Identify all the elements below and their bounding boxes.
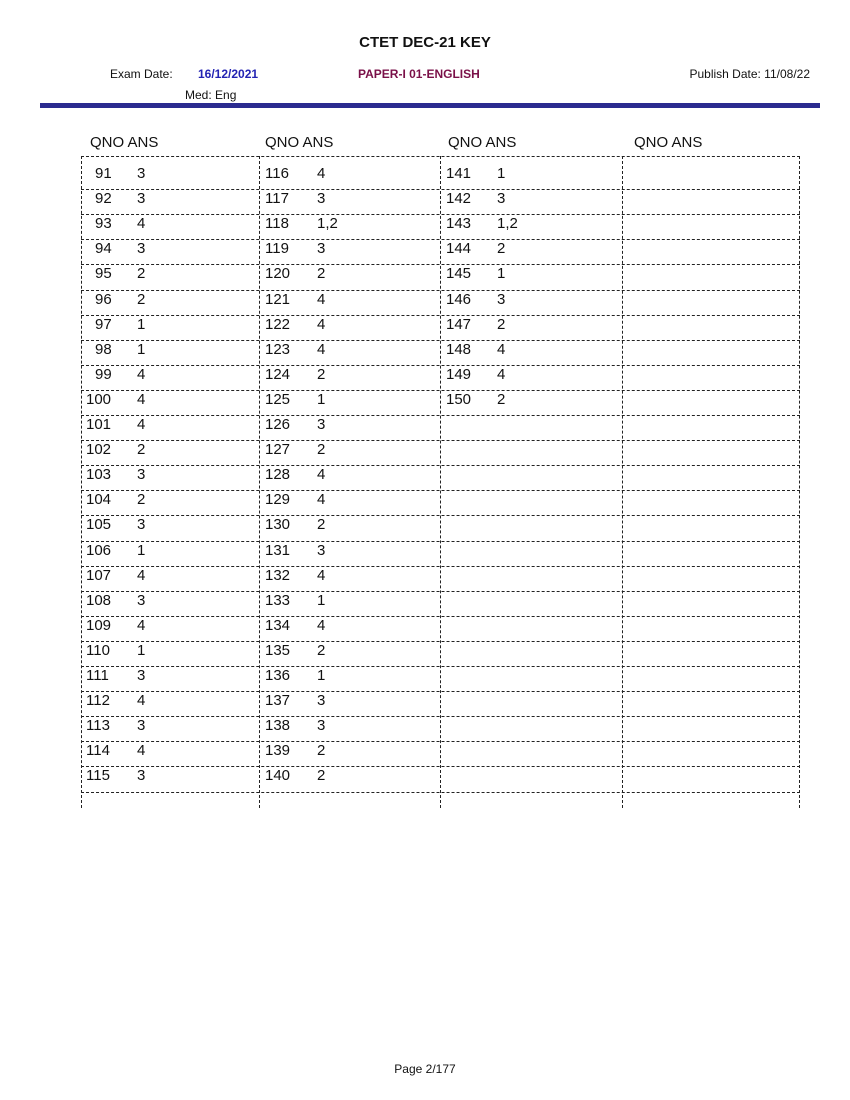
question-number: 105 xyxy=(86,516,112,534)
question-number: 121 xyxy=(265,290,291,308)
answer: 1 xyxy=(317,591,326,609)
question-number: 126 xyxy=(265,416,291,433)
answer: 4 xyxy=(137,365,146,383)
grid-horizontal-line xyxy=(81,239,800,240)
question-number: 139 xyxy=(265,742,291,760)
grid-horizontal-line xyxy=(81,315,800,316)
grid-vertical-line xyxy=(799,156,800,808)
answer: 3 xyxy=(137,667,146,684)
answer: 4 xyxy=(137,742,146,760)
question-number: 109 xyxy=(86,616,112,634)
grid-horizontal-line xyxy=(81,415,800,416)
question-number: 115 xyxy=(86,767,110,785)
answer: 4 xyxy=(137,390,146,408)
column-header-2: QNO ANS xyxy=(265,134,334,151)
grid-vertical-line xyxy=(81,156,82,808)
answer: 3 xyxy=(137,466,146,484)
answer: 1 xyxy=(497,165,506,182)
grid-horizontal-line xyxy=(81,340,800,341)
grid-horizontal-line xyxy=(81,290,800,291)
answer: 3 xyxy=(137,767,146,785)
answer: 1,2 xyxy=(497,215,518,233)
question-number: 144 xyxy=(446,240,472,258)
question-number: 107 xyxy=(86,566,112,584)
grid-horizontal-line xyxy=(81,591,800,592)
answer: 2 xyxy=(497,390,506,408)
answer: 2 xyxy=(497,240,506,258)
answer: 4 xyxy=(317,165,326,182)
answer: 3 xyxy=(137,591,146,609)
question-number: 148 xyxy=(446,340,472,358)
question-number: 122 xyxy=(265,315,291,333)
answer: 4 xyxy=(137,692,146,710)
question-number: 150 xyxy=(446,390,472,408)
page-number: Page 2/177 xyxy=(394,1062,456,1076)
exam-date-label: Exam Date: xyxy=(110,67,173,81)
question-number: 97 xyxy=(95,315,112,333)
header-rule xyxy=(40,103,820,108)
page-title: CTET DEC-21 KEY xyxy=(359,34,491,51)
answer: 4 xyxy=(137,215,146,233)
grid-horizontal-line xyxy=(81,792,800,793)
grid-horizontal-line xyxy=(81,390,800,391)
question-number: 143 xyxy=(446,215,472,233)
answer: 3 xyxy=(317,416,326,433)
answer: 2 xyxy=(317,365,326,383)
question-number: 112 xyxy=(86,692,110,710)
grid-horizontal-line xyxy=(81,465,800,466)
grid-vertical-line xyxy=(622,156,623,808)
answer: 4 xyxy=(317,491,326,509)
answer: 1 xyxy=(137,340,146,358)
grid-horizontal-line xyxy=(81,541,800,542)
question-number: 116 xyxy=(265,165,289,182)
question-number: 140 xyxy=(265,767,291,785)
grid-horizontal-line xyxy=(81,666,800,667)
question-number: 111 xyxy=(86,667,109,684)
exam-date: 16/12/2021 xyxy=(198,67,259,81)
answer: 2 xyxy=(497,315,506,333)
grid-horizontal-line xyxy=(81,490,800,491)
question-number: 106 xyxy=(86,541,112,559)
answer: 1 xyxy=(317,390,326,408)
answer: 2 xyxy=(137,441,146,459)
answer: 3 xyxy=(497,190,506,208)
question-number: 124 xyxy=(265,365,291,383)
answer: 3 xyxy=(317,190,326,208)
answer: 3 xyxy=(317,692,326,710)
answer: 2 xyxy=(317,265,326,283)
question-number: 110 xyxy=(86,641,110,659)
question-number: 146 xyxy=(446,290,472,308)
answer: 3 xyxy=(317,541,326,559)
answer: 3 xyxy=(137,516,146,534)
question-number: 129 xyxy=(265,491,291,509)
paper-title: PAPER-I 01-ENGLISH xyxy=(358,67,480,81)
answer: 4 xyxy=(317,340,326,358)
question-number: 130 xyxy=(265,516,291,534)
question-number: 108 xyxy=(86,591,112,609)
grid-horizontal-line xyxy=(81,440,800,441)
answer: 1,2 xyxy=(317,215,338,233)
question-number: 145 xyxy=(446,265,472,283)
question-number: 128 xyxy=(265,466,291,484)
grid-horizontal-line xyxy=(81,515,800,516)
answer: 2 xyxy=(137,491,146,509)
question-number: 123 xyxy=(265,340,291,358)
question-number: 118 xyxy=(265,215,289,233)
answer-key-table xyxy=(81,156,800,808)
answer: 4 xyxy=(137,416,146,433)
publish-date: Publish Date: 11/08/22 xyxy=(689,67,810,81)
grid-horizontal-line xyxy=(81,156,800,157)
grid-horizontal-line xyxy=(81,716,800,717)
answer: 4 xyxy=(317,315,326,333)
question-number: 134 xyxy=(265,616,291,634)
question-number: 94 xyxy=(95,240,112,258)
grid-horizontal-line xyxy=(81,189,800,190)
answer: 2 xyxy=(137,290,146,308)
question-number: 136 xyxy=(265,667,291,684)
question-number: 101 xyxy=(86,416,112,433)
answer: 3 xyxy=(317,240,326,258)
question-number: 96 xyxy=(95,290,112,308)
answer: 1 xyxy=(137,641,146,659)
question-number: 149 xyxy=(446,365,472,383)
answer: 1 xyxy=(317,667,326,684)
grid-horizontal-line xyxy=(81,365,800,366)
question-number: 93 xyxy=(95,215,112,233)
answer: 3 xyxy=(137,190,146,208)
question-number: 131 xyxy=(265,541,291,559)
column-header-4: QNO ANS xyxy=(634,134,703,151)
answer: 4 xyxy=(317,566,326,584)
answer: 1 xyxy=(497,265,506,283)
question-number: 137 xyxy=(265,692,291,710)
question-number: 104 xyxy=(86,491,112,509)
answer: 4 xyxy=(137,616,146,634)
question-number: 114 xyxy=(86,742,110,760)
answer: 2 xyxy=(137,265,146,283)
question-number: 103 xyxy=(86,466,112,484)
question-number: 95 xyxy=(95,265,112,283)
column-header-3: QNO ANS xyxy=(448,134,517,151)
question-number: 147 xyxy=(446,315,472,333)
question-number: 91 xyxy=(95,165,112,182)
answer: 2 xyxy=(317,441,326,459)
medium: Med: Eng xyxy=(185,88,237,102)
answer: 4 xyxy=(317,616,326,634)
grid-horizontal-line xyxy=(81,566,800,567)
answer: 4 xyxy=(137,566,146,584)
answer: 4 xyxy=(497,340,506,358)
answer: 4 xyxy=(317,466,326,484)
question-number: 133 xyxy=(265,591,291,609)
question-number: 120 xyxy=(265,265,291,283)
question-number: 92 xyxy=(95,190,112,208)
question-number: 127 xyxy=(265,441,291,459)
question-number: 102 xyxy=(86,441,112,459)
grid-horizontal-line xyxy=(81,741,800,742)
question-number: 98 xyxy=(95,340,112,358)
answer: 2 xyxy=(317,767,326,785)
answer: 3 xyxy=(137,240,146,258)
question-number: 100 xyxy=(86,390,112,408)
grid-horizontal-line xyxy=(81,766,800,767)
question-number: 142 xyxy=(446,190,472,208)
grid-horizontal-line xyxy=(81,691,800,692)
answer: 2 xyxy=(317,516,326,534)
answer: 4 xyxy=(497,365,506,383)
question-number: 117 xyxy=(265,190,289,208)
grid-horizontal-line xyxy=(81,214,800,215)
grid-vertical-line xyxy=(259,156,260,808)
question-number: 119 xyxy=(265,240,289,258)
grid-horizontal-line xyxy=(81,616,800,617)
question-number: 138 xyxy=(265,717,291,735)
grid-vertical-line xyxy=(440,156,441,808)
answer: 3 xyxy=(137,165,146,182)
question-number: 125 xyxy=(265,390,291,408)
answer: 1 xyxy=(137,315,146,333)
answer: 3 xyxy=(317,717,326,735)
answer: 1 xyxy=(137,541,146,559)
question-number: 113 xyxy=(86,717,110,735)
question-number: 99 xyxy=(95,365,112,383)
answer: 3 xyxy=(497,290,506,308)
grid-horizontal-line xyxy=(81,264,800,265)
column-header-1: QNO ANS xyxy=(90,134,159,151)
question-number: 141 xyxy=(446,165,472,182)
answer: 2 xyxy=(317,641,326,659)
question-number: 135 xyxy=(265,641,291,659)
answer: 2 xyxy=(317,742,326,760)
answer: 3 xyxy=(137,717,146,735)
grid-horizontal-line xyxy=(81,641,800,642)
answer: 4 xyxy=(317,290,326,308)
question-number: 132 xyxy=(265,566,291,584)
